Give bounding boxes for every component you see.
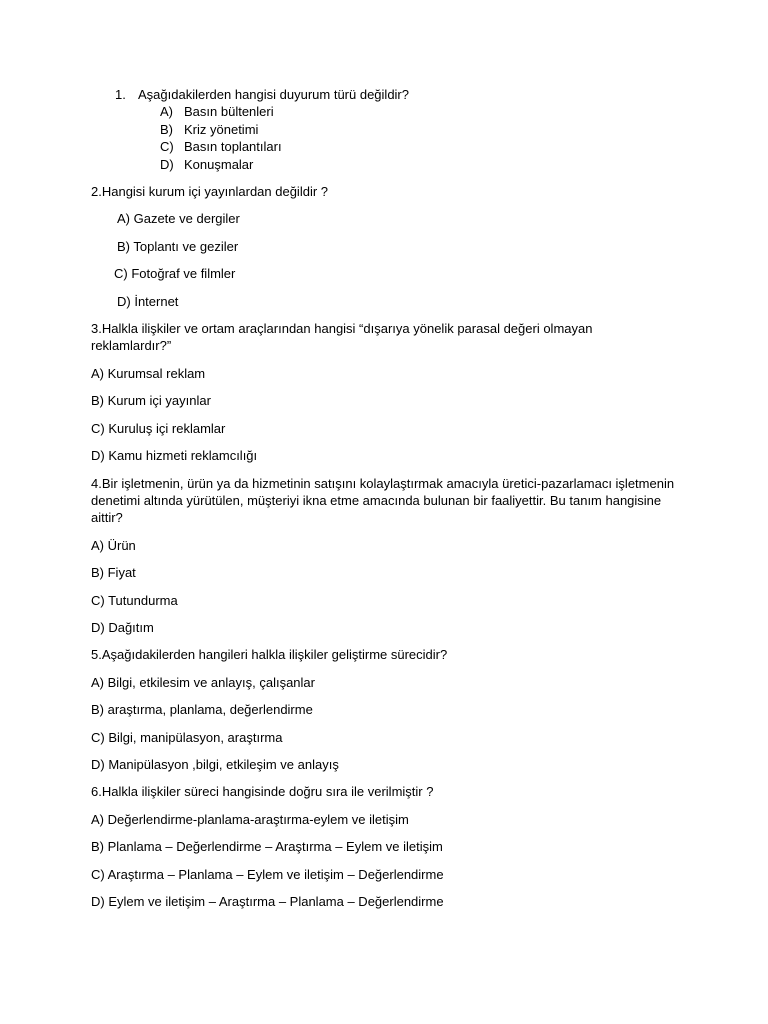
option-label: C)	[160, 139, 174, 155]
answer-option-d	[91, 156, 768, 173]
answer-option-c: C) Araştırma – Planlama – Eylem ve iletişim – Değerlendirme	[91, 866, 444, 882]
answer-option-c: C) Tutundurma	[91, 592, 178, 608]
question-1	[91, 86, 768, 173]
answer-option-a	[91, 103, 768, 120]
answer-option-c: C) Bilgi, manipülasyon, araştırma	[91, 729, 283, 745]
question-stem	[91, 475, 768, 527]
question-5	[91, 646, 768, 773]
question-stem-line: 4.Bir işletmenin, ürün ya da hizmetinin satışını kolaylaştırmak amacıyla üretici-pazarlamacı işletmenin	[91, 475, 675, 491]
option-text: Kriz yönetimi	[184, 121, 259, 137]
answer-option-d: D) Manipülasyon ,bilgi, etkileşim ve anlayış	[91, 756, 339, 772]
answer-option-d: D) Kamu hizmeti reklamcılığı	[91, 448, 258, 464]
option-label: B)	[160, 121, 173, 137]
question-stem: 5.Aşağıdakilerden hangileri halkla ilişkiler geliştirme sürecidir?	[91, 647, 448, 663]
answer-option-c: C) Fotoğraf ve filmler	[114, 266, 236, 282]
question-2	[91, 183, 768, 310]
answer-option-a: A) Kurumsal reklam	[91, 365, 206, 381]
question-stem-line: aittir?	[91, 510, 123, 526]
answer-option-c: C) Kuruluş içi reklamlar	[91, 420, 226, 436]
question-stem-line: reklamlardır?”	[91, 338, 172, 354]
answer-option-a: A) Bilgi, etkilesim ve anlayış, çalışanlar	[91, 674, 315, 690]
question-stem	[91, 320, 768, 355]
answer-option-b: B) Planlama – Değerlendirme – Araştırma – Eylem ve iletişim	[91, 839, 443, 855]
answer-option-c	[91, 138, 768, 155]
answer-option-b	[91, 121, 768, 138]
question-6	[91, 783, 768, 910]
option-label: D)	[160, 156, 174, 172]
answer-option-b: B) araştırma, planlama, değerlendirme	[91, 702, 313, 718]
question-stem	[91, 86, 768, 103]
answer-option-d: D) Eylem ve iletişim – Araştırma – Planlama – Değerlendirme	[91, 894, 444, 909]
question-stem-text: Aşağıdakilerden hangisi duyurum türü değildir?	[138, 87, 409, 102]
list-number: 1.	[115, 87, 126, 102]
option-text: Basın bültenleri	[184, 104, 274, 120]
answer-option-d: D) İnternet	[117, 293, 179, 309]
answer-option-a: A) Değerlendirme-planlama-araştırma-eylem ve iletişim	[91, 811, 409, 827]
option-text: Basın toplantıları	[184, 139, 282, 155]
question-4	[91, 475, 768, 637]
question-stem-line: 3.Halkla ilişkiler ve ortam araçlarından hangisi “dışarıya yönelik parasal değeri olmayan	[91, 321, 593, 337]
answer-option-a: A) Ürün	[91, 537, 136, 553]
question-stem-line: denetimi altında yürütülen, müşteriyi ikna etme amacında bulunan bir faaliyettir. Bu tanım hangisine	[91, 492, 662, 508]
question-3	[91, 320, 768, 464]
question-stem: 2.Hangisi kurum içi yayınlardan değildir ?	[91, 184, 329, 200]
option-label: A)	[160, 104, 173, 120]
answer-option-a: A) Gazete ve dergiler	[117, 211, 240, 227]
answer-option-b: B) Kurum içi yayınlar	[91, 393, 211, 409]
answer-option-b: B) Fiyat	[91, 565, 136, 581]
option-text: Konuşmalar	[184, 156, 254, 172]
answer-option-d: D) Dağıtım	[91, 619, 154, 635]
question-stem: 6.Halkla ilişkiler süreci hangisinde doğru sıra ile verilmiştir ?	[91, 784, 434, 800]
answer-option-b: B) Toplantı ve geziler	[117, 238, 239, 254]
